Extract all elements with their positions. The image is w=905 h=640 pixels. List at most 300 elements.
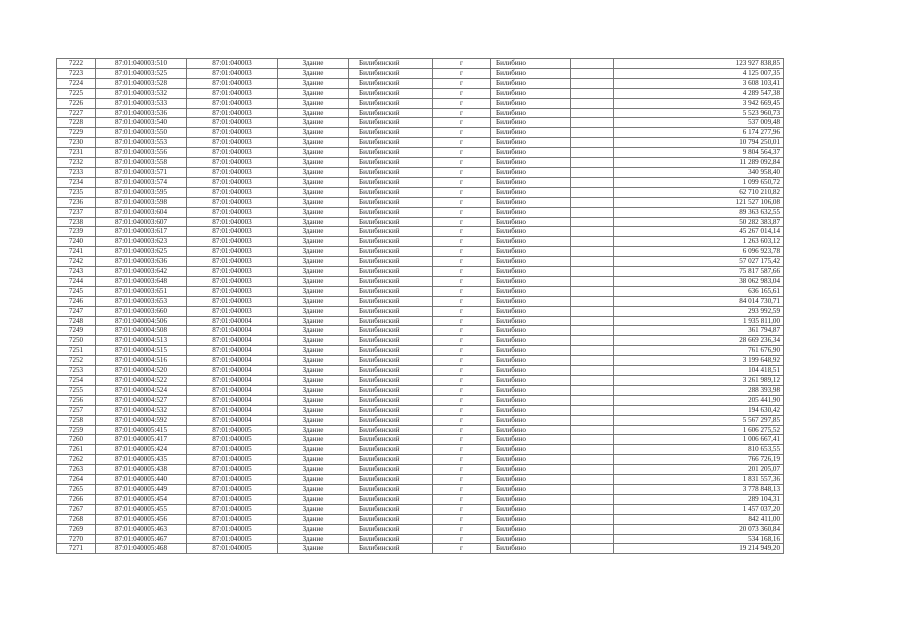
object-type-cell: Здание — [278, 544, 349, 554]
empty-cell — [571, 267, 614, 277]
cadastral-value-cell: 1 457 037,20 — [614, 504, 784, 514]
cadastral-block-cell: 87:01:040003 — [187, 138, 278, 148]
table-row — [57, 267, 784, 277]
cadastral-number-cell: 87:01:040003:617 — [96, 227, 187, 237]
cadastral-number-cell: 87:01:040003:623 — [96, 237, 187, 247]
table-row — [57, 544, 784, 554]
cadastral-value-cell: 340 958,40 — [614, 167, 784, 177]
locality-cell: Билибино — [491, 376, 571, 386]
empty-cell — [571, 326, 614, 336]
table-row — [57, 336, 784, 346]
cadastral-value-cell: 10 794 250,01 — [614, 138, 784, 148]
row-number-cell: 7237 — [57, 207, 96, 217]
empty-cell — [571, 177, 614, 187]
row-number-cell: 7257 — [57, 405, 96, 415]
empty-cell — [571, 108, 614, 118]
object-type-cell: Здание — [278, 237, 349, 247]
row-number-cell: 7248 — [57, 316, 96, 326]
table-row — [57, 177, 784, 187]
table-row — [57, 98, 784, 108]
row-number-cell: 7224 — [57, 78, 96, 88]
empty-cell — [571, 217, 614, 227]
table-row — [57, 187, 784, 197]
table-row — [57, 217, 784, 227]
empty-cell — [571, 346, 614, 356]
district-cell: Билибинский — [349, 326, 433, 336]
locality-cell: Билибино — [491, 514, 571, 524]
row-number-cell: 7252 — [57, 356, 96, 366]
cadastral-number-cell: 87:01:040004:513 — [96, 336, 187, 346]
object-type-cell: Здание — [278, 78, 349, 88]
locality-type-cell: г — [433, 395, 491, 405]
object-type-cell: Здание — [278, 88, 349, 98]
empty-cell — [571, 465, 614, 475]
object-type-cell: Здание — [278, 445, 349, 455]
district-cell: Билибинский — [349, 346, 433, 356]
cadastral-block-cell: 87:01:040003 — [187, 257, 278, 267]
row-number-cell: 7244 — [57, 276, 96, 286]
cadastral-value-cell: 810 653,55 — [614, 445, 784, 455]
district-cell: Билибинский — [349, 197, 433, 207]
cadastral-number-cell: 87:01:040005:455 — [96, 504, 187, 514]
cadastral-number-cell: 87:01:040005:456 — [96, 514, 187, 524]
locality-type-cell: г — [433, 217, 491, 227]
district-cell: Билибинский — [349, 257, 433, 267]
cadastral-block-cell: 87:01:040004 — [187, 356, 278, 366]
cadastral-value-cell: 45 267 014,14 — [614, 227, 784, 237]
cadastral-value-cell: 6 174 277,96 — [614, 128, 784, 138]
cadastral-block-cell: 87:01:040003 — [187, 98, 278, 108]
locality-cell: Билибино — [491, 455, 571, 465]
table-row — [57, 465, 784, 475]
district-cell: Билибинский — [349, 128, 433, 138]
locality-cell: Билибино — [491, 405, 571, 415]
table-row — [57, 197, 784, 207]
district-cell: Билибинский — [349, 177, 433, 187]
row-number-cell: 7249 — [57, 326, 96, 336]
empty-cell — [571, 504, 614, 514]
object-type-cell: Здание — [278, 415, 349, 425]
locality-cell: Билибино — [491, 128, 571, 138]
cadastral-number-cell: 87:01:040003:598 — [96, 197, 187, 207]
row-number-cell: 7236 — [57, 197, 96, 207]
row-number-cell: 7260 — [57, 435, 96, 445]
locality-type-cell: г — [433, 415, 491, 425]
locality-type-cell: г — [433, 78, 491, 88]
cadastral-block-cell: 87:01:040003 — [187, 68, 278, 78]
cadastral-number-cell: 87:01:040003:532 — [96, 88, 187, 98]
locality-cell: Билибино — [491, 395, 571, 405]
empty-cell — [571, 494, 614, 504]
object-type-cell: Здание — [278, 524, 349, 534]
row-number-cell: 7242 — [57, 257, 96, 267]
cadastral-number-cell: 87:01:040005:467 — [96, 534, 187, 544]
row-number-cell: 7247 — [57, 306, 96, 316]
object-type-cell: Здание — [278, 336, 349, 346]
row-number-cell: 7255 — [57, 385, 96, 395]
cadastral-value-cell: 6 096 923,78 — [614, 247, 784, 257]
locality-cell: Билибино — [491, 217, 571, 227]
locality-type-cell: г — [433, 286, 491, 296]
row-number-cell: 7267 — [57, 504, 96, 514]
object-type-cell: Здание — [278, 108, 349, 118]
empty-cell — [571, 405, 614, 415]
cadastral-number-cell: 87:01:040003:648 — [96, 276, 187, 286]
locality-type-cell: г — [433, 148, 491, 158]
row-number-cell: 7246 — [57, 296, 96, 306]
table-row — [57, 306, 784, 316]
cadastral-value-cell: 3 942 669,45 — [614, 98, 784, 108]
object-type-cell: Здание — [278, 306, 349, 316]
cadastral-value-cell: 636 165,61 — [614, 286, 784, 296]
cadastral-number-cell: 87:01:040004:532 — [96, 405, 187, 415]
cadastral-block-cell: 87:01:040004 — [187, 395, 278, 405]
locality-type-cell: г — [433, 227, 491, 237]
cadastral-value-cell: 5 567 297,85 — [614, 415, 784, 425]
locality-type-cell: г — [433, 356, 491, 366]
cadastral-value-cell: 1 831 557,36 — [614, 475, 784, 485]
cadastral-block-cell: 87:01:040004 — [187, 326, 278, 336]
row-number-cell: 7234 — [57, 177, 96, 187]
locality-cell: Билибино — [491, 475, 571, 485]
locality-cell: Билибино — [491, 494, 571, 504]
locality-cell: Билибино — [491, 167, 571, 177]
locality-cell: Билибино — [491, 177, 571, 187]
row-number-cell: 7261 — [57, 445, 96, 455]
cadastral-number-cell: 87:01:040004:515 — [96, 346, 187, 356]
district-cell: Билибинский — [349, 484, 433, 494]
cadastral-value-cell: 194 630,42 — [614, 405, 784, 415]
locality-type-cell: г — [433, 465, 491, 475]
object-type-cell: Здание — [278, 276, 349, 286]
empty-cell — [571, 534, 614, 544]
cadastral-number-cell: 87:01:040005:438 — [96, 465, 187, 475]
empty-cell — [571, 276, 614, 286]
district-cell: Билибинский — [349, 455, 433, 465]
district-cell: Билибинский — [349, 465, 433, 475]
object-type-cell: Здание — [278, 286, 349, 296]
cadastral-number-cell: 87:01:040003:595 — [96, 187, 187, 197]
row-number-cell: 7268 — [57, 514, 96, 524]
district-cell: Билибинский — [349, 475, 433, 485]
cadastral-value-table — [56, 58, 784, 554]
locality-type-cell: г — [433, 247, 491, 257]
cadastral-number-cell: 87:01:040003:660 — [96, 306, 187, 316]
empty-cell — [571, 425, 614, 435]
table-row — [57, 326, 784, 336]
district-cell: Билибинский — [349, 494, 433, 504]
cadastral-value-cell: 205 441,90 — [614, 395, 784, 405]
empty-cell — [571, 455, 614, 465]
cadastral-number-cell: 87:01:040003:550 — [96, 128, 187, 138]
cadastral-number-cell: 87:01:040005:463 — [96, 524, 187, 534]
empty-cell — [571, 78, 614, 88]
row-number-cell: 7254 — [57, 376, 96, 386]
cadastral-value-cell: 1 606 275,52 — [614, 425, 784, 435]
table-row — [57, 257, 784, 267]
empty-cell — [571, 514, 614, 524]
object-type-cell: Здание — [278, 296, 349, 306]
row-number-cell: 7264 — [57, 475, 96, 485]
table-row — [57, 415, 784, 425]
empty-cell — [571, 128, 614, 138]
cadastral-value-cell: 361 794,87 — [614, 326, 784, 336]
locality-cell: Билибино — [491, 385, 571, 395]
object-type-cell: Здание — [278, 455, 349, 465]
object-type-cell: Здание — [278, 465, 349, 475]
cadastral-block-cell: 87:01:040003 — [187, 247, 278, 257]
cadastral-block-cell: 87:01:040003 — [187, 296, 278, 306]
cadastral-value-cell: 4 125 007,35 — [614, 68, 784, 78]
object-type-cell: Здание — [278, 395, 349, 405]
table-row — [57, 108, 784, 118]
cadastral-block-cell: 87:01:040004 — [187, 336, 278, 346]
row-number-cell: 7227 — [57, 108, 96, 118]
district-cell: Билибинский — [349, 237, 433, 247]
cadastral-number-cell: 87:01:040004:508 — [96, 326, 187, 336]
cadastral-block-cell: 87:01:040003 — [187, 306, 278, 316]
object-type-cell: Здание — [278, 346, 349, 356]
object-type-cell: Здание — [278, 385, 349, 395]
district-cell: Билибинский — [349, 356, 433, 366]
empty-cell — [571, 158, 614, 168]
cadastral-value-cell: 3 778 848,13 — [614, 484, 784, 494]
cadastral-number-cell: 87:01:040003:553 — [96, 138, 187, 148]
row-number-cell: 7223 — [57, 68, 96, 78]
cadastral-value-cell: 5 523 960,73 — [614, 108, 784, 118]
object-type-cell: Здание — [278, 316, 349, 326]
locality-type-cell: г — [433, 504, 491, 514]
empty-cell — [571, 197, 614, 207]
cadastral-value-cell: 57 027 175,42 — [614, 257, 784, 267]
cadastral-value-cell: 3 608 103,41 — [614, 78, 784, 88]
district-cell: Билибинский — [349, 118, 433, 128]
locality-type-cell: г — [433, 544, 491, 554]
locality-type-cell: г — [433, 296, 491, 306]
locality-cell: Билибино — [491, 346, 571, 356]
district-cell: Билибинский — [349, 187, 433, 197]
table-row — [57, 207, 784, 217]
locality-cell: Билибино — [491, 187, 571, 197]
empty-cell — [571, 415, 614, 425]
empty-cell — [571, 148, 614, 158]
table-row — [57, 247, 784, 257]
empty-cell — [571, 395, 614, 405]
row-number-cell: 7253 — [57, 366, 96, 376]
locality-type-cell: г — [433, 267, 491, 277]
cadastral-block-cell: 87:01:040003 — [187, 88, 278, 98]
empty-cell — [571, 286, 614, 296]
table-row — [57, 435, 784, 445]
cadastral-block-cell: 87:01:040004 — [187, 415, 278, 425]
cadastral-block-cell: 87:01:040004 — [187, 385, 278, 395]
cadastral-number-cell: 87:01:040005:454 — [96, 494, 187, 504]
locality-type-cell: г — [433, 68, 491, 78]
empty-cell — [571, 257, 614, 267]
cadastral-block-cell: 87:01:040003 — [187, 167, 278, 177]
row-number-cell: 7231 — [57, 148, 96, 158]
district-cell: Билибинский — [349, 435, 433, 445]
district-cell: Билибинский — [349, 98, 433, 108]
table-row — [57, 128, 784, 138]
cadastral-value-cell: 9 804 564,37 — [614, 148, 784, 158]
cadastral-value-cell: 1 099 650,72 — [614, 177, 784, 187]
locality-type-cell: г — [433, 128, 491, 138]
cadastral-number-cell: 87:01:040004:516 — [96, 356, 187, 366]
locality-cell: Билибино — [491, 237, 571, 247]
district-cell: Билибинский — [349, 366, 433, 376]
object-type-cell: Здание — [278, 59, 349, 69]
district-cell: Билибинский — [349, 395, 433, 405]
cadastral-number-cell: 87:01:040003:604 — [96, 207, 187, 217]
locality-type-cell: г — [433, 405, 491, 415]
locality-type-cell: г — [433, 177, 491, 187]
object-type-cell: Здание — [278, 247, 349, 257]
row-number-cell: 7263 — [57, 465, 96, 475]
cadastral-value-cell: 89 363 632,55 — [614, 207, 784, 217]
locality-cell: Билибино — [491, 148, 571, 158]
table-row — [57, 138, 784, 148]
table-row — [57, 276, 784, 286]
district-cell: Билибинский — [349, 544, 433, 554]
empty-cell — [571, 296, 614, 306]
locality-cell: Билибино — [491, 336, 571, 346]
row-number-cell: 7243 — [57, 267, 96, 277]
object-type-cell: Здание — [278, 356, 349, 366]
table-row — [57, 514, 784, 524]
locality-type-cell: г — [433, 187, 491, 197]
empty-cell — [571, 237, 614, 247]
table-row — [57, 425, 784, 435]
locality-cell: Билибино — [491, 78, 571, 88]
district-cell: Билибинский — [349, 108, 433, 118]
locality-cell: Билибино — [491, 138, 571, 148]
cadastral-value-cell: 761 676,90 — [614, 346, 784, 356]
locality-cell: Билибино — [491, 524, 571, 534]
empty-cell — [571, 167, 614, 177]
locality-type-cell: г — [433, 207, 491, 217]
locality-cell: Билибино — [491, 207, 571, 217]
row-number-cell: 7258 — [57, 415, 96, 425]
table-row — [57, 494, 784, 504]
object-type-cell: Здание — [278, 514, 349, 524]
cadastral-block-cell: 87:01:040003 — [187, 128, 278, 138]
district-cell: Билибинский — [349, 425, 433, 435]
cadastral-number-cell: 87:01:040003:528 — [96, 78, 187, 88]
cadastral-value-cell: 28 669 236,34 — [614, 336, 784, 346]
locality-cell: Билибино — [491, 286, 571, 296]
cadastral-block-cell: 87:01:040004 — [187, 366, 278, 376]
object-type-cell: Здание — [278, 475, 349, 485]
row-number-cell: 7241 — [57, 247, 96, 257]
locality-cell: Билибино — [491, 98, 571, 108]
locality-type-cell: г — [433, 336, 491, 346]
cadastral-number-cell: 87:01:040003:625 — [96, 247, 187, 257]
row-number-cell: 7259 — [57, 425, 96, 435]
district-cell: Билибинский — [349, 276, 433, 286]
cadastral-block-cell: 87:01:040005 — [187, 524, 278, 534]
object-type-cell: Здание — [278, 484, 349, 494]
cadastral-block-cell: 87:01:040003 — [187, 267, 278, 277]
cadastral-number-cell: 87:01:040003:556 — [96, 148, 187, 158]
object-type-cell: Здание — [278, 138, 349, 148]
locality-type-cell: г — [433, 306, 491, 316]
locality-cell: Билибино — [491, 326, 571, 336]
row-number-cell: 7251 — [57, 346, 96, 356]
row-number-cell: 7240 — [57, 237, 96, 247]
locality-type-cell: г — [433, 346, 491, 356]
row-number-cell: 7256 — [57, 395, 96, 405]
locality-cell: Билибино — [491, 158, 571, 168]
object-type-cell: Здание — [278, 217, 349, 227]
empty-cell — [571, 306, 614, 316]
cadastral-number-cell: 87:01:040003:536 — [96, 108, 187, 118]
row-number-cell: 7226 — [57, 98, 96, 108]
locality-type-cell: г — [433, 366, 491, 376]
cadastral-block-cell: 87:01:040003 — [187, 207, 278, 217]
locality-type-cell: г — [433, 316, 491, 326]
locality-type-cell: г — [433, 385, 491, 395]
locality-cell: Билибино — [491, 465, 571, 475]
locality-type-cell: г — [433, 167, 491, 177]
district-cell: Билибинский — [349, 217, 433, 227]
locality-cell: Билибино — [491, 534, 571, 544]
object-type-cell: Здание — [278, 197, 349, 207]
locality-type-cell: г — [433, 484, 491, 494]
object-type-cell: Здание — [278, 425, 349, 435]
cadastral-value-cell: 104 418,51 — [614, 366, 784, 376]
object-type-cell: Здание — [278, 98, 349, 108]
district-cell: Билибинский — [349, 207, 433, 217]
locality-cell: Билибино — [491, 484, 571, 494]
locality-cell: Билибино — [491, 356, 571, 366]
cadastral-value-cell: 38 062 983,04 — [614, 276, 784, 286]
row-number-cell: 7250 — [57, 336, 96, 346]
table-row — [57, 534, 784, 544]
district-cell: Билибинский — [349, 78, 433, 88]
cadastral-value-cell: 50 282 383,87 — [614, 217, 784, 227]
table-row — [57, 445, 784, 455]
cadastral-block-cell: 87:01:040003 — [187, 276, 278, 286]
locality-type-cell: г — [433, 118, 491, 128]
empty-cell — [571, 138, 614, 148]
cadastral-number-cell: 87:01:040004:522 — [96, 376, 187, 386]
object-type-cell: Здание — [278, 128, 349, 138]
district-cell: Билибинский — [349, 227, 433, 237]
cadastral-block-cell: 87:01:040003 — [187, 148, 278, 158]
empty-cell — [571, 98, 614, 108]
cadastral-value-cell: 201 205,07 — [614, 465, 784, 475]
cadastral-number-cell: 87:01:040005:435 — [96, 455, 187, 465]
locality-cell: Билибино — [491, 504, 571, 514]
cadastral-block-cell: 87:01:040005 — [187, 534, 278, 544]
cadastral-value-cell: 288 393,98 — [614, 385, 784, 395]
table-row — [57, 227, 784, 237]
table-row — [57, 68, 784, 78]
district-cell: Билибинский — [349, 376, 433, 386]
object-type-cell: Здание — [278, 267, 349, 277]
cadastral-value-cell: 84 014 730,71 — [614, 296, 784, 306]
cadastral-number-cell: 87:01:040005:440 — [96, 475, 187, 485]
row-number-cell: 7235 — [57, 187, 96, 197]
locality-cell: Билибино — [491, 59, 571, 69]
district-cell: Билибинский — [349, 415, 433, 425]
district-cell: Билибинский — [349, 336, 433, 346]
table-row — [57, 286, 784, 296]
cadastral-value-cell: 842 411,00 — [614, 514, 784, 524]
cadastral-value-cell: 121 527 106,08 — [614, 197, 784, 207]
table-row — [57, 366, 784, 376]
